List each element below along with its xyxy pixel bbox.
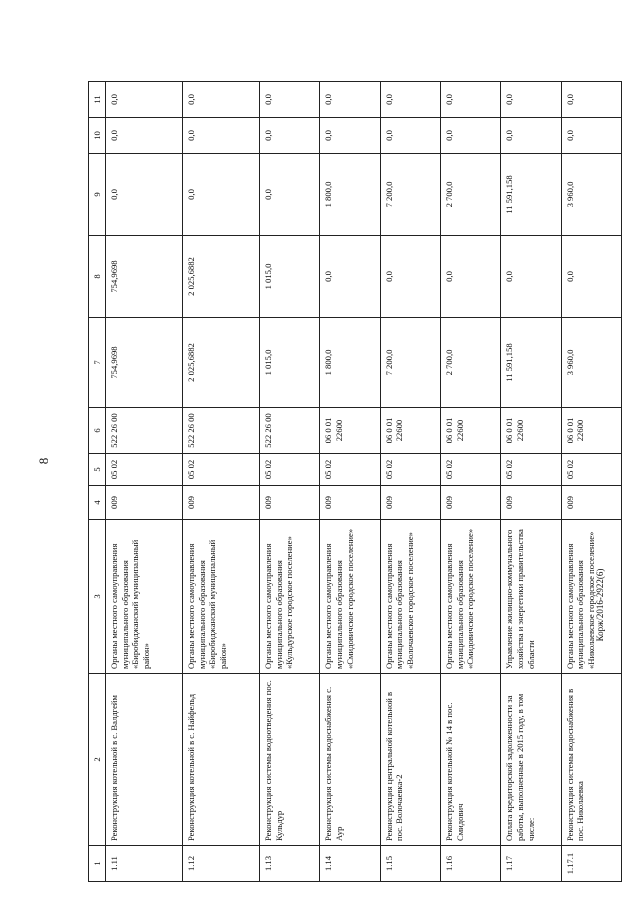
table-cell: Органы местного самоуправления муниципального образования «Биробиджанский муниципальный район» (106, 520, 183, 674)
table-cell: 0,0 (259, 118, 319, 154)
table-cell: 009 (561, 486, 621, 520)
table-cell: 0,0 (106, 118, 183, 154)
col-header: 4 (89, 486, 106, 520)
table-cell: 0,0 (561, 82, 621, 118)
table-cell: 2 700,0 (440, 154, 500, 236)
table-cell: 11 591,158 (501, 154, 561, 236)
table-cell: 0,0 (501, 236, 561, 318)
table-cell: 05 02 (380, 454, 440, 486)
table-cell: 1.12 (182, 846, 259, 882)
table-cell: 0,0 (561, 236, 621, 318)
table-cell: 1 800,0 (320, 318, 380, 408)
table-cell: 522 26 00 (106, 408, 183, 454)
table-cell: Органы местного самоуправления муниципального образования «Смидовичское городское поселение» (320, 520, 380, 674)
table-cell: 0,0 (182, 118, 259, 154)
table-cell: 0,0 (380, 236, 440, 318)
table-cell: Органы местного самоуправления муниципального образования «Смидовичское городское поселение» (440, 520, 500, 674)
table-cell: 1.17.1 (561, 846, 621, 882)
table-cell: 1.13 (259, 846, 319, 882)
table-cell: 06 0 01 22600 (440, 408, 500, 454)
table-cell: Управление жилищно-коммунального хозяйства и энергетики правительства области (501, 520, 561, 674)
table-cell: 522 26 00 (259, 408, 319, 454)
table-cell: 3 960,0 (561, 154, 621, 236)
table-cell: 05 02 (320, 454, 380, 486)
table-cell: 05 02 (106, 454, 183, 486)
header-row (89, 82, 106, 882)
table-cell: 0,0 (320, 236, 380, 318)
table-cell: Реконструкция котельной № 14 в пос. Смидович (440, 674, 500, 846)
table-cell: 009 (380, 486, 440, 520)
table-cell: 0,0 (106, 154, 183, 236)
table-cell: Реконструкция котельной в с. Валдгейм (106, 674, 183, 846)
table-cell: 522 26 00 (182, 408, 259, 454)
table-row (182, 82, 259, 882)
table-cell: Оплата кредиторской задолженности за работы, выполненные в 2015 году, в том числе: (501, 674, 561, 846)
table-row (440, 82, 500, 882)
table-cell: 754,9698 (106, 318, 183, 408)
table-cell: 06 0 01 22600 (380, 408, 440, 454)
table-cell: Органы местного самоуправления муниципального образования «Волочаевское городское поселение» (380, 520, 440, 674)
table-cell: 009 (501, 486, 561, 520)
table-cell: 0,0 (380, 82, 440, 118)
table-body (106, 82, 622, 882)
table-cell: 1.14 (320, 846, 380, 882)
table-cell: 05 02 (182, 454, 259, 486)
table-cell: 009 (320, 486, 380, 520)
table-cell: 0,0 (501, 118, 561, 154)
table-cell: 0,0 (440, 236, 500, 318)
table-cell: 754,9698 (106, 236, 183, 318)
table-cell: 06 0 01 22600 (561, 408, 621, 454)
col-header: 10 (89, 118, 106, 154)
col-header: 1 (89, 846, 106, 882)
table-cell: 7 200,0 (380, 154, 440, 236)
table-cell: 009 (106, 486, 183, 520)
table-cell: 0,0 (380, 118, 440, 154)
table-cell: 05 02 (440, 454, 500, 486)
table-cell: 0,0 (320, 82, 380, 118)
col-header: 5 (89, 454, 106, 486)
table-cell: 1 015,0 (259, 236, 319, 318)
table-cell: Реконструкция центральной котельной в пос. Волочаевка-2 (380, 674, 440, 846)
table-cell: 009 (182, 486, 259, 520)
table-row (320, 82, 380, 882)
table-cell: 009 (259, 486, 319, 520)
table-cell: 2 700,0 (440, 318, 500, 408)
table-cell: 0,0 (182, 82, 259, 118)
table-cell: Реконструкция системы водоснабжения с. Аур (320, 674, 380, 846)
col-header: 11 (89, 82, 106, 118)
table-cell: 1.15 (380, 846, 440, 882)
col-header: 3 (89, 520, 106, 674)
table-cell: Органы местного самоуправления муниципального образования «Николаевское городское поселение» (561, 520, 621, 674)
table-cell: Реконструкция системы водоснабжения в пос. Николаевка (561, 674, 621, 846)
table-cell: 05 02 (259, 454, 319, 486)
table-cell: 0,0 (106, 82, 183, 118)
table-row (501, 82, 561, 882)
table-cell: 1 015,0 (259, 318, 319, 408)
table-row (259, 82, 319, 882)
table-cell: 7 200,0 (380, 318, 440, 408)
table-cell: Реконструкция системы водоотведения пос. Кульдур (259, 674, 319, 846)
table-cell: 0,0 (259, 82, 319, 118)
table-cell: 0,0 (182, 154, 259, 236)
table-cell: 2 025,6882 (182, 236, 259, 318)
table-row (380, 82, 440, 882)
table-cell: 1.11 (106, 846, 183, 882)
col-header: 9 (89, 154, 106, 236)
table-cell: 0,0 (259, 154, 319, 236)
table-cell: 0,0 (440, 82, 500, 118)
table-cell: 0,0 (561, 118, 621, 154)
table-cell: 05 02 (561, 454, 621, 486)
table-cell: 0,0 (320, 118, 380, 154)
col-header: 6 (89, 408, 106, 454)
table-cell: Органы местного самоуправления муниципального образования «Биробиджанский муниципальный район» (182, 520, 259, 674)
table-row (561, 82, 621, 882)
table-cell: 0,0 (440, 118, 500, 154)
col-header: 2 (89, 674, 106, 846)
table-cell: 009 (440, 486, 500, 520)
table-cell: Органы местного самоуправления муниципального образования «Кульдурское городское поселение» (259, 520, 319, 674)
table-cell: Реконструкция котельной в с. Найфельд (182, 674, 259, 846)
col-header: 8 (89, 236, 106, 318)
rotated-table-container (88, 82, 622, 882)
table-cell: 0,0 (501, 82, 561, 118)
document-code: Корж/2016-2922(6) (595, 568, 605, 642)
table-cell: 06 0 01 22600 (320, 408, 380, 454)
col-header: 7 (89, 318, 106, 408)
table-cell: 1 800,0 (320, 154, 380, 236)
table-row (106, 82, 183, 882)
table-cell: 11 591,158 (501, 318, 561, 408)
table-cell: 05 02 (501, 454, 561, 486)
table-cell: 06 0 01 22600 (501, 408, 561, 454)
table-cell: 1.16 (440, 846, 500, 882)
page-number: 8 (36, 457, 51, 465)
table-cell: 1.17 (501, 846, 561, 882)
budget-table (88, 81, 622, 882)
table-cell: 3 960,0 (561, 318, 621, 408)
table-cell: 2 025,6882 (182, 318, 259, 408)
